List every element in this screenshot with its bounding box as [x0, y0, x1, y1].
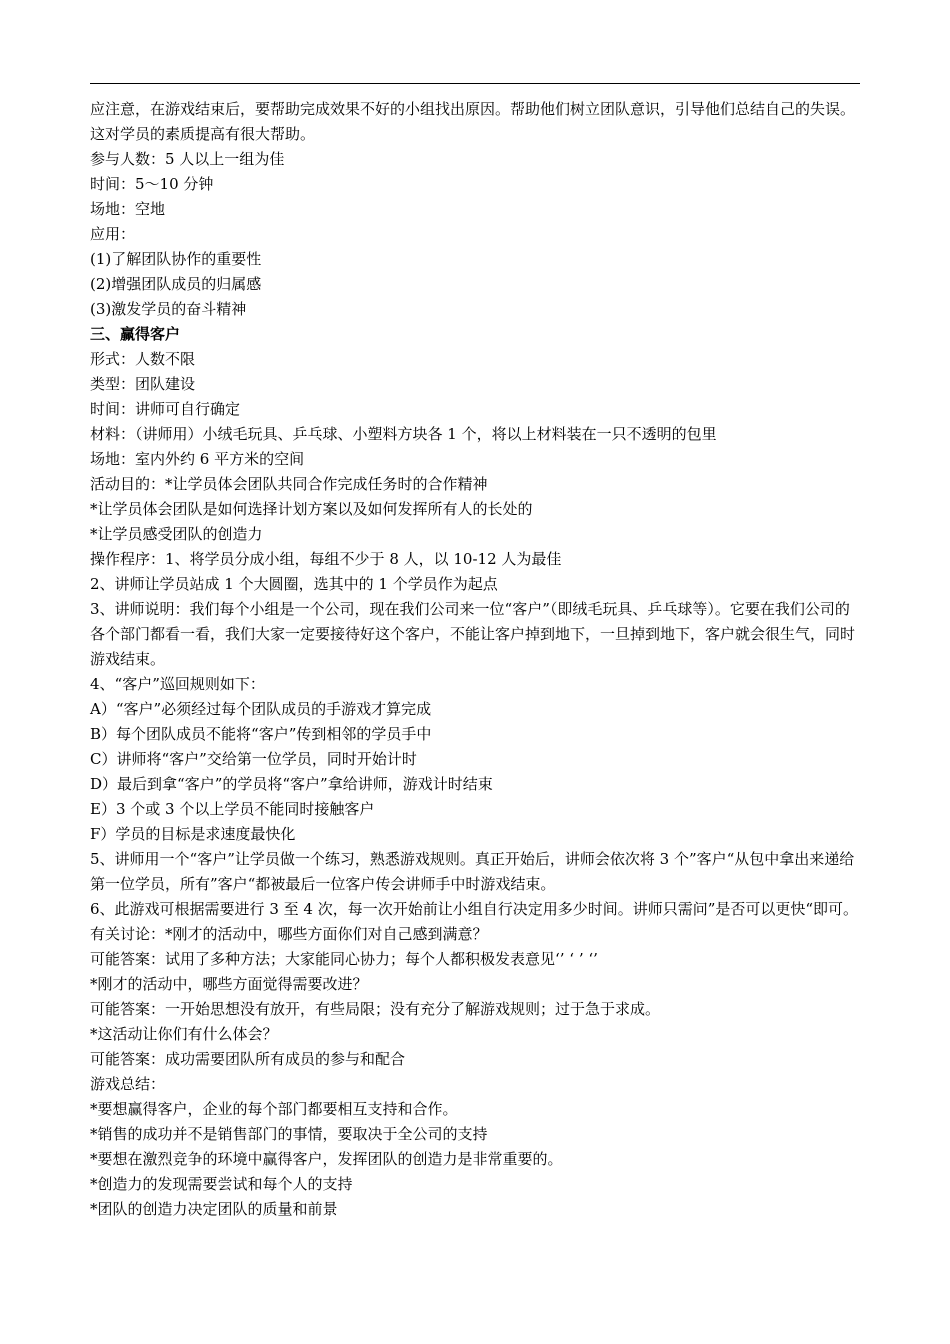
paragraph: 形式：人数不限: [90, 350, 196, 368]
paragraph: 可能答案：一开始思想没有放开，有些局限；没有充分了解游戏规则；过于急于求成。: [90, 1000, 661, 1018]
paragraph: 2、讲师让学员站成 1 个大圆圈，选其中的 1 个学员作为起点: [90, 575, 498, 593]
list-item: *创造力的发现需要尝试和每个人的支持: [90, 1175, 353, 1193]
paragraph: 时间：5～10 分钟: [90, 175, 214, 193]
paragraph: 4、“客户”巡回规则如下：: [90, 675, 265, 693]
paragraph: 应用：: [90, 225, 136, 243]
section-heading: 三、赢得客户: [90, 325, 181, 343]
header-rule: [90, 83, 860, 84]
list-item: D）最后到拿“客户”的学员将“客户”拿给讲师，游戏计时结束: [90, 775, 493, 793]
list-item: E）3 个或 3 个以上学员不能同时接触客户: [90, 800, 375, 818]
paragraph: 材料：（讲师用）小绒毛玩具、乒乓球、小塑料方块各 1 个，将以上材料装在一只不透明的包里: [90, 425, 717, 443]
paragraph: *让学员体会团队是如何选择计划方案以及如何发挥所有人的长处的: [90, 500, 533, 518]
list-item: *要想在激烈竞争的环境中赢得客户，发挥团队的创造力是非常重要的。: [90, 1150, 563, 1168]
paragraph: 可能答案：试用了多种方法；大家能同心协力；每个人都积极发表意见‘’ ‘ ’ ‘’: [90, 950, 598, 968]
paragraph: 可能答案：成功需要团队所有成员的参与和配合: [90, 1050, 406, 1068]
list-item: *要想赢得客户，企业的每个部门都要相互支持和合作。: [90, 1100, 458, 1118]
paragraph: *刚才的活动中，哪些方面觉得需要改进？: [90, 975, 368, 993]
document-body: [90, 97, 862, 1222]
list-item: *销售的成功并不是销售部门的事情，要取决于全公司的支持: [90, 1125, 488, 1143]
list-item: (1)了解团队协作的重要性: [90, 250, 262, 268]
list-item: C）讲师将“客户”交给第一位学员，同时开始计时: [90, 750, 417, 768]
paragraph: 游戏总结：: [90, 1075, 166, 1093]
list-item: F）学员的目标是求速度最快化: [90, 825, 296, 843]
paragraph: *让学员感受团队的创造力: [90, 525, 263, 543]
paragraph: 活动目的：*让学员体会团队共同合作完成任务时的合作精神: [90, 475, 488, 493]
paragraph: *这活动让你们有什么体会？: [90, 1025, 278, 1043]
paragraph: 场地：空地: [90, 200, 166, 218]
paragraph: 有关讨论：*刚才的活动中，哪些方面你们对自己感到满意？: [90, 925, 488, 943]
list-item: B）每个团队成员不能将“客户”传到相邻的学员手中: [90, 725, 432, 743]
paragraph: 3、讲师说明：我们每个小组是一个公司，现在我们公司来一位“客户”（即绒毛玩具、乒乓球等）。它要在我们公司的各个部门都看一看，我们大家一定要接待好这个客户，不能让客户掉到地下，一旦掉到地下，客户就会很生气，同时游戏结束。: [90, 600, 856, 668]
paragraph: 参与人数：5 人以上一组为佳: [90, 150, 285, 168]
list-item: (2)增强团队成员的归属感: [90, 275, 262, 293]
list-item: A）“客户”必须经过每个团队成员的手游戏才算完成: [90, 700, 432, 718]
paragraph: 操作程序：1、将学员分成小组，每组不少于 8 人，以 10-12 人为最佳: [90, 550, 562, 568]
list-item: (3)激发学员的奋斗精神: [90, 300, 247, 318]
paragraph: 时间：讲师可自行确定: [90, 400, 241, 418]
list-item: *团队的创造力决定团队的质量和前景: [90, 1200, 338, 1218]
paragraph: 场地：室内外约 6 平方米的空间: [90, 450, 305, 468]
paragraph: 5、讲师用一个“客户”让学员做一个练习，熟悉游戏规则。真正开始后，讲师会依次将 3 个”客户“从包中拿出来递给第一位学员，所有”客户“都被最后一位客户传会讲师手中时游戏结束。: [90, 850, 855, 893]
paragraph: 类型：团队建设: [90, 375, 196, 393]
paragraph: 6、此游戏可根据需要进行 3 至 4 次，每一次开始前让小组自行决定用多少时间。讲师只需问”是否可以更快“即可。: [90, 900, 859, 918]
paragraph: 应注意，在游戏结束后，要帮助完成效果不好的小组找出原因。帮助他们树立团队意识，引导他们总结自己的失误。这对学员的素质提高有很大帮助。: [90, 100, 856, 143]
